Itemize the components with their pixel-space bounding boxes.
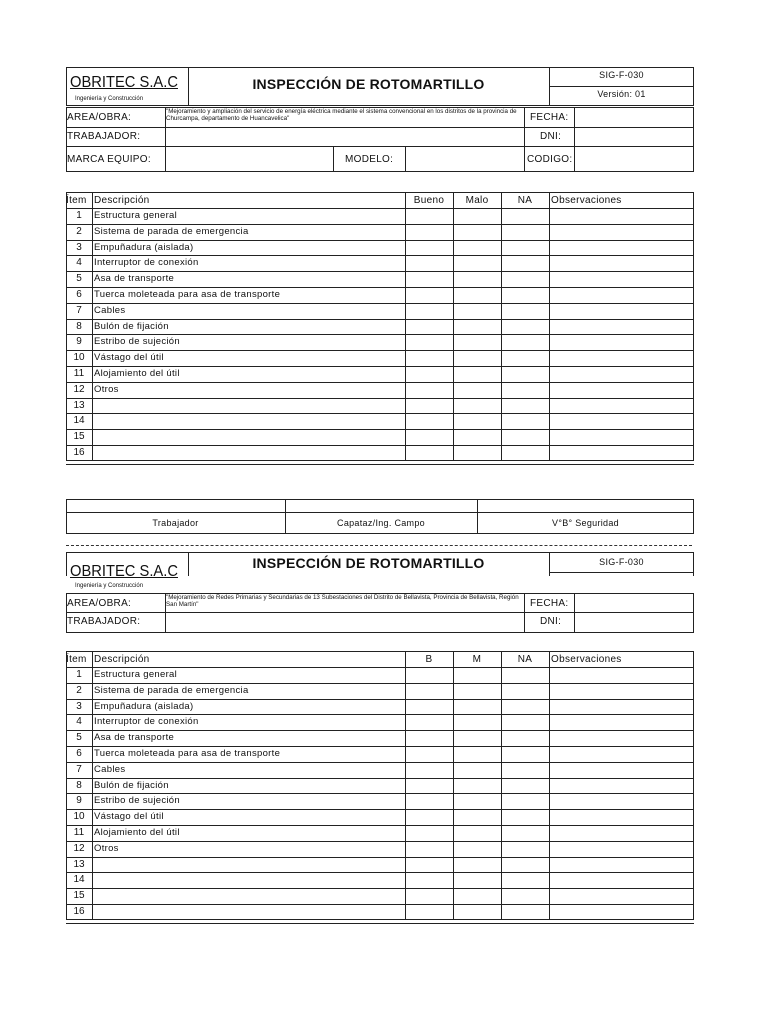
item-number: 15 — [73, 431, 85, 443]
cell-bueno[interactable] — [406, 320, 452, 334]
cell-observaciones[interactable] — [550, 858, 693, 872]
cell-na[interactable] — [502, 715, 548, 729]
cell-na[interactable] — [502, 826, 548, 840]
item-description: Asa de transporte — [94, 273, 175, 285]
cell-observaciones[interactable] — [550, 731, 693, 745]
cell-bueno[interactable] — [406, 367, 452, 381]
cell-bueno[interactable] — [406, 905, 452, 919]
cell-na[interactable] — [502, 225, 548, 239]
item-number: 14 — [73, 874, 85, 886]
item-number: 3 — [76, 241, 82, 253]
dni-label: DNI: — [540, 131, 562, 142]
area-label: AREA/OBRA: — [67, 112, 132, 123]
cell-observaciones[interactable] — [550, 209, 693, 223]
cell-na[interactable] — [502, 320, 548, 334]
cell-malo[interactable] — [454, 335, 500, 349]
signature-seguridad: V°B° Seguridad — [552, 518, 619, 528]
cell-na[interactable] — [502, 889, 548, 903]
cell-malo[interactable] — [454, 889, 500, 903]
item-number: 6 — [76, 748, 82, 759]
cell-bueno[interactable] — [406, 414, 452, 428]
cell-bueno[interactable] — [406, 668, 452, 682]
cell-observaciones[interactable] — [550, 668, 693, 682]
cell-malo[interactable] — [454, 272, 500, 286]
cell-malo[interactable] — [454, 810, 500, 824]
cell-malo[interactable] — [454, 399, 500, 413]
cell-malo[interactable] — [454, 763, 500, 777]
item-description: Vástago del útil — [94, 352, 164, 364]
marca-label: MARCA EQUIPO: — [67, 154, 151, 165]
cell-na[interactable] — [502, 810, 548, 824]
cell-malo[interactable] — [454, 288, 500, 302]
cell-observaciones[interactable] — [550, 383, 693, 397]
item-number: 3 — [76, 700, 82, 712]
item-number: 13 — [73, 858, 85, 870]
cell-na[interactable] — [502, 367, 548, 381]
cell-na[interactable] — [502, 858, 548, 872]
item-number: 13 — [73, 399, 85, 411]
cell-bueno[interactable] — [406, 304, 452, 318]
cell-observaciones[interactable] — [550, 715, 693, 729]
item-description: Bulón de fijación — [94, 320, 169, 332]
cell-bueno[interactable] — [406, 241, 452, 255]
cell-na[interactable] — [502, 763, 548, 777]
item-description: Bulón de fijación — [94, 779, 169, 791]
item-description: Alojamiento del útil — [94, 827, 180, 838]
cell-malo[interactable] — [454, 320, 500, 334]
cell-malo[interactable] — [454, 873, 500, 887]
item-number: 7 — [76, 763, 82, 775]
cell-na[interactable] — [502, 668, 548, 682]
cell-na[interactable] — [502, 241, 548, 255]
item-description: Asa de transporte — [94, 732, 175, 744]
cell-observaciones[interactable] — [550, 826, 693, 840]
cell-bueno[interactable] — [406, 256, 452, 270]
item-number: 11 — [73, 368, 85, 379]
cell-na[interactable] — [502, 335, 548, 349]
cell-na[interactable] — [502, 383, 548, 397]
form2-header-na: NA — [517, 654, 533, 665]
dni-label-2: DNI: — [540, 616, 562, 627]
cell-bueno[interactable] — [406, 747, 452, 761]
cell-observaciones[interactable] — [550, 905, 693, 919]
item-number: 5 — [76, 273, 82, 285]
cell-na[interactable] — [502, 288, 548, 302]
form2-title: INSPECCIÓN DE ROTOMARTILLO — [252, 555, 485, 571]
cell-bueno[interactable] — [406, 446, 452, 460]
cell-malo[interactable] — [454, 794, 500, 808]
item-number: 7 — [76, 304, 82, 316]
company-logo-name: OBRITEC S.A.C — [70, 74, 178, 91]
cell-bueno[interactable] — [406, 383, 452, 397]
area-value: "Mejoramiento y ampliación del servicio de energía eléctrica mediante el sistema convencional en los distritos de la provincia de Churcampa, departamento de Huancavelica" — [166, 108, 517, 122]
item-number: 16 — [73, 906, 85, 917]
form2-header-item: Ítem — [66, 654, 87, 665]
cell-observaciones[interactable] — [550, 335, 693, 349]
item-number: 14 — [73, 415, 85, 427]
codigo-label: CODIGO: — [527, 154, 573, 165]
trabajador-label: TRABAJADOR: — [67, 131, 141, 142]
item-number: 6 — [76, 289, 82, 300]
cell-observaciones[interactable] — [550, 351, 693, 365]
cell-bueno[interactable] — [406, 763, 452, 777]
item-description: Interruptor de conexión — [94, 716, 199, 728]
form1-header-descripcion: Descripción — [94, 195, 150, 206]
form1-title: INSPECCIÓN DE ROTOMARTILLO — [252, 76, 485, 92]
cell-malo[interactable] — [454, 304, 500, 318]
item-number: 12 — [73, 842, 85, 854]
cell-malo[interactable] — [454, 351, 500, 365]
cell-na[interactable] — [502, 731, 548, 745]
fecha-label: FECHA: — [530, 112, 569, 123]
signature-trabajador: Trabajador — [152, 518, 199, 528]
cell-observaciones[interactable] — [550, 288, 693, 302]
item-number: 10 — [73, 811, 85, 823]
signature-capataz: Capataz/Ing. Campo — [337, 518, 425, 528]
cell-na[interactable] — [502, 700, 548, 714]
cell-bueno[interactable] — [406, 209, 452, 223]
cell-observaciones[interactable] — [550, 446, 693, 460]
item-description: Sistema de parada de emergencia — [94, 225, 249, 237]
cell-bueno[interactable] — [406, 335, 452, 349]
form2-header-bueno: B — [425, 654, 433, 665]
item-description: Empuñadura (aislada) — [94, 700, 194, 712]
cell-malo[interactable] — [454, 731, 500, 745]
item-description: Alojamiento del útil — [94, 368, 180, 379]
cell-malo[interactable] — [454, 826, 500, 840]
cell-bueno[interactable] — [406, 288, 452, 302]
cell-na[interactable] — [502, 842, 548, 856]
cell-bueno[interactable] — [406, 684, 452, 698]
cell-na[interactable] — [502, 414, 548, 428]
cell-bueno[interactable] — [406, 873, 452, 887]
cell-na[interactable] — [502, 905, 548, 919]
cell-observaciones[interactable] — [550, 304, 693, 318]
cell-bueno[interactable] — [406, 430, 452, 444]
item-number: 10 — [73, 352, 85, 364]
cell-malo[interactable] — [454, 367, 500, 381]
cut-line — [66, 545, 692, 546]
form1-header-bueno: Bueno — [413, 195, 445, 206]
cell-observaciones[interactable] — [550, 430, 693, 444]
cell-observaciones[interactable] — [550, 873, 693, 887]
item-number: 8 — [76, 320, 82, 332]
company-subtitle: Ingeniería y Construcción — [75, 96, 144, 102]
cell-na[interactable] — [502, 873, 548, 887]
cell-bueno[interactable] — [406, 225, 452, 239]
cell-bueno[interactable] — [406, 779, 452, 793]
cell-na[interactable] — [502, 256, 548, 270]
cell-observaciones[interactable] — [550, 779, 693, 793]
cell-bueno[interactable] — [406, 889, 452, 903]
cell-na[interactable] — [502, 446, 548, 460]
cell-malo[interactable] — [454, 668, 500, 682]
cell-observaciones[interactable] — [550, 367, 693, 381]
cell-observaciones[interactable] — [550, 320, 693, 334]
item-description: Empuñadura (aislada) — [94, 241, 194, 253]
company-subtitle-2: Ingeniería y Construcción — [75, 583, 144, 589]
cell-malo[interactable] — [454, 858, 500, 872]
item-description: Cables — [94, 304, 126, 316]
item-number: 9 — [76, 795, 82, 807]
cell-malo[interactable] — [454, 684, 500, 698]
trabajador-label-2: TRABAJADOR: — [67, 616, 141, 627]
cell-malo[interactable] — [454, 715, 500, 729]
form1-header-item: Ítem — [66, 195, 87, 206]
form2-header-observaciones: Observaciones — [551, 654, 622, 665]
cell-bueno[interactable] — [406, 858, 452, 872]
item-number: 5 — [76, 732, 82, 744]
cell-observaciones[interactable] — [550, 225, 693, 239]
item-number: 12 — [73, 383, 85, 395]
company-logo-name-2: OBRITEC S.A.C — [70, 563, 178, 580]
item-description: Otros — [94, 842, 119, 854]
cell-malo[interactable] — [454, 747, 500, 761]
item-number: 4 — [76, 716, 82, 728]
cell-malo[interactable] — [454, 842, 500, 856]
cell-na[interactable] — [502, 794, 548, 808]
cell-bueno[interactable] — [406, 842, 452, 856]
cell-malo[interactable] — [454, 700, 500, 714]
cell-malo[interactable] — [454, 414, 500, 428]
cell-observaciones[interactable] — [550, 763, 693, 777]
fecha-label-2: FECHA: — [530, 598, 569, 609]
cell-na[interactable] — [502, 304, 548, 318]
cell-na[interactable] — [502, 430, 548, 444]
cell-observaciones[interactable] — [550, 399, 693, 413]
item-number: 15 — [73, 890, 85, 902]
form2-code: SIG-F-030 — [599, 557, 644, 567]
cell-observaciones[interactable] — [550, 889, 693, 903]
cell-bueno[interactable] — [406, 700, 452, 714]
cell-observaciones[interactable] — [550, 241, 693, 255]
cell-malo[interactable] — [454, 209, 500, 223]
cell-na[interactable] — [502, 684, 548, 698]
cell-observaciones[interactable] — [550, 700, 693, 714]
cell-bueno[interactable] — [406, 731, 452, 745]
item-number: 2 — [76, 225, 82, 237]
cell-bueno[interactable] — [406, 272, 452, 286]
item-description: Vástago del útil — [94, 811, 164, 823]
cell-observaciones[interactable] — [550, 794, 693, 808]
cell-na[interactable] — [502, 272, 548, 286]
cell-bueno[interactable] — [406, 399, 452, 413]
cell-malo[interactable] — [454, 241, 500, 255]
form2-header-descripcion: Descripción — [94, 654, 150, 665]
item-description: Estribo de sujeción — [94, 795, 180, 807]
item-number: 11 — [73, 827, 85, 838]
cell-bueno[interactable] — [406, 715, 452, 729]
form2-table-bottom-rule — [66, 923, 694, 924]
cell-na[interactable] — [502, 351, 548, 365]
cell-observaciones[interactable] — [550, 272, 693, 286]
cell-observaciones[interactable] — [550, 684, 693, 698]
cell-observaciones[interactable] — [550, 747, 693, 761]
cell-observaciones[interactable] — [550, 256, 693, 270]
form1-table-bottom-rule — [66, 464, 694, 465]
cell-bueno[interactable] — [406, 826, 452, 840]
form1-header-observaciones: Observaciones — [551, 195, 622, 206]
form1-version: Versión: 01 — [597, 89, 646, 99]
item-description: Estribo de sujeción — [94, 336, 180, 348]
item-description: Tuerca moleteada para asa de transporte — [94, 289, 281, 300]
form1-header-na: NA — [517, 195, 533, 206]
item-number: 1 — [76, 669, 82, 680]
area-value-2: "Mejoramiento de Redes Primarias y Secundarias de 13 Subestaciones del Distrito de Bellavista, Provincia de Bellavista, Región San Martín" — [166, 594, 519, 608]
item-description: Otros — [94, 383, 119, 395]
cell-na[interactable] — [502, 209, 548, 223]
cell-bueno[interactable] — [406, 794, 452, 808]
cell-malo[interactable] — [454, 256, 500, 270]
form2-header-malo: M — [472, 654, 482, 665]
item-number: 4 — [76, 257, 82, 269]
cell-malo[interactable] — [454, 430, 500, 444]
item-number: 2 — [76, 684, 82, 696]
item-description: Estructura general — [94, 669, 178, 680]
item-description: Sistema de parada de emergencia — [94, 684, 249, 696]
item-description: Tuerca moleteada para asa de transporte — [94, 748, 281, 759]
item-number: 9 — [76, 336, 82, 348]
form1-signature-box — [66, 499, 694, 534]
item-description: Cables — [94, 763, 126, 775]
cell-malo[interactable] — [454, 905, 500, 919]
cell-malo[interactable] — [454, 446, 500, 460]
cell-bueno[interactable] — [406, 810, 452, 824]
cell-malo[interactable] — [454, 383, 500, 397]
cell-malo[interactable] — [454, 779, 500, 793]
cell-na[interactable] — [502, 779, 548, 793]
item-description: Estructura general — [94, 210, 178, 221]
form1-code: SIG-F-030 — [599, 70, 644, 80]
cell-na[interactable] — [502, 399, 548, 413]
cell-na[interactable] — [502, 747, 548, 761]
item-number: 1 — [76, 210, 82, 221]
cell-observaciones[interactable] — [550, 842, 693, 856]
cell-observaciones[interactable] — [550, 414, 693, 428]
cell-bueno[interactable] — [406, 351, 452, 365]
modelo-label: MODELO: — [345, 154, 394, 165]
cell-observaciones[interactable] — [550, 810, 693, 824]
area-label-2: AREA/OBRA: — [67, 598, 132, 609]
form1-header-malo: Malo — [465, 195, 489, 206]
item-number: 16 — [73, 447, 85, 458]
item-description: Interruptor de conexión — [94, 257, 199, 269]
item-number: 8 — [76, 779, 82, 791]
cell-malo[interactable] — [454, 225, 500, 239]
